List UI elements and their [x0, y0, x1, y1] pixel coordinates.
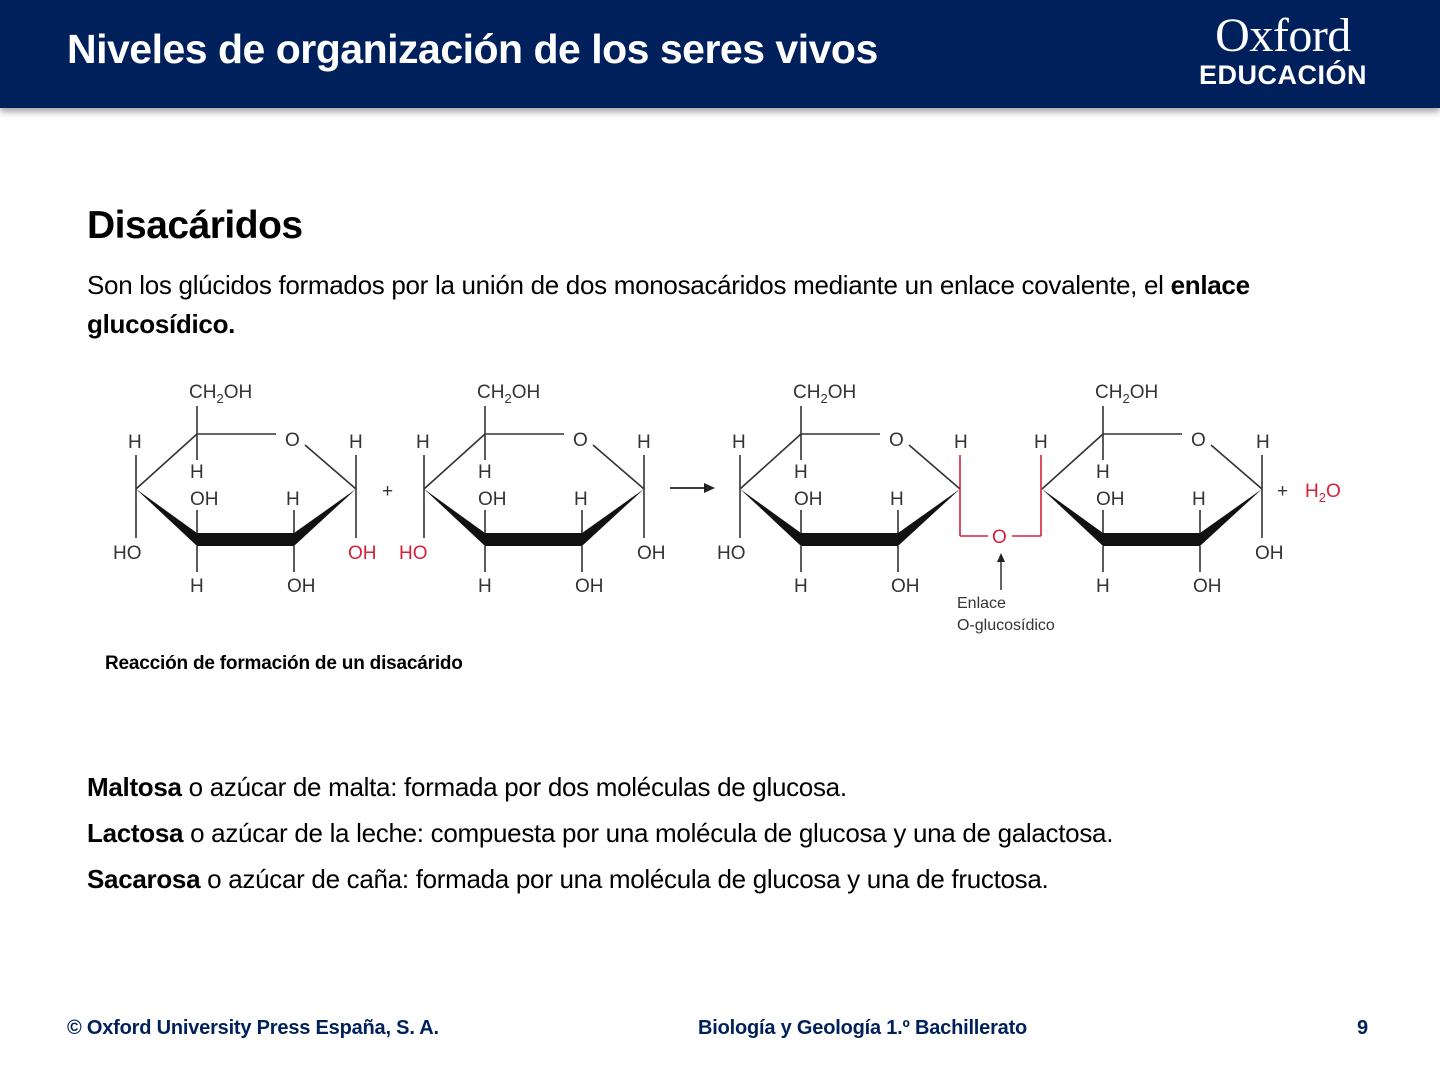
disaccharide-description: o azúcar de caña: formada por una molécula de glucosa y una de fructosa. [200, 864, 1049, 894]
svg-text:H: H [349, 432, 363, 453]
svg-text:HO: HO [717, 543, 746, 564]
disaccharide-description: o azúcar de malta: formada por dos moléculas de glucosa. [181, 772, 847, 802]
reaction-arrow [670, 483, 715, 493]
slide-title: Niveles de organización de los seres vivos [67, 26, 878, 72]
disaccharide-formation-diagram [0, 370, 1440, 640]
svg-text:H: H [1096, 462, 1110, 483]
svg-text:H: H [1034, 432, 1048, 453]
svg-text:H: H [128, 432, 142, 453]
svg-text:Enlace: Enlace [957, 595, 1006, 612]
bond-annotation [957, 553, 1055, 634]
svg-text:OH: OH [891, 576, 920, 597]
svg-text:H: H [1192, 489, 1206, 510]
disaccharide-name: Lactosa [87, 818, 184, 848]
footer-copyright: © Oxford University Press España, S. A. [67, 1017, 439, 1039]
svg-text:H: H [732, 432, 746, 453]
product-glucose-unit-1 [717, 382, 968, 597]
list-item-maltosa [87, 764, 1113, 810]
intro-bold-term: enlace glucosídico. [87, 270, 1250, 339]
svg-text:H: H [1256, 432, 1270, 453]
svg-text:OH: OH [287, 576, 316, 597]
plus-sign-water: + [1277, 481, 1289, 502]
plus-sign: + [382, 481, 394, 502]
svg-text:H: H [890, 489, 904, 510]
svg-text:O: O [992, 527, 1007, 548]
svg-text:H: H [954, 432, 968, 453]
intro-text: Son los glúcidos formados por la unión de dos monosacáridos mediante un enlace covalente, el [87, 270, 1171, 300]
svg-text:H: H [1096, 576, 1110, 597]
svg-text:HO: HO [113, 543, 142, 564]
section-title: Disacáridos [87, 204, 303, 247]
svg-text:CH2OH: $CH_2OH$ [1095, 382, 1159, 406]
svg-text:OH: OH [575, 576, 604, 597]
glucose-molecule-1 [113, 382, 377, 597]
svg-text:O: O [1191, 430, 1206, 451]
disaccharide-list [87, 764, 1113, 902]
logo-oxford-text: Oxford [1215, 9, 1351, 62]
svg-text:CH2OH: $CH_2OH$ [189, 382, 253, 406]
svg-text:OH: OH [637, 543, 666, 564]
water-product: $H_2O$ [1305, 481, 1341, 505]
svg-text:O: O [285, 430, 300, 451]
disaccharide-name: Sacarosa [87, 864, 201, 894]
svg-text:OH: OH [190, 489, 219, 510]
svg-text:H: H [286, 489, 300, 510]
disaccharide-name: Maltosa [87, 772, 182, 802]
svg-text:HO: HO [399, 543, 428, 564]
oxford-educacion-logo [1198, 9, 1367, 90]
svg-text:OH: OH [1096, 489, 1125, 510]
svg-text:O: O [573, 430, 588, 451]
svg-text:OH: OH [1255, 543, 1284, 564]
footer-page-number: 9 [1357, 1017, 1368, 1039]
glycosidic-bond [960, 455, 1041, 548]
footer-book-title: Biología y Geología 1.º Bachillerato [698, 1017, 1028, 1039]
svg-text:CH2OH: $CH_2OH$ [793, 382, 857, 406]
svg-text:H: H [190, 462, 204, 483]
svg-text:OH: OH [348, 543, 377, 564]
svg-text:OH: OH [478, 489, 507, 510]
list-item-lactosa [87, 810, 1113, 856]
list-item-sacarosa [87, 856, 1113, 902]
diagram-caption: Reacción de formación de un disacárido [105, 653, 463, 674]
svg-text:H: H [416, 432, 430, 453]
logo-educacion-text: EDUCACIÓN [1198, 60, 1367, 90]
svg-text:O-glucosídico: O-glucosídico [957, 617, 1055, 634]
svg-text:H: H [794, 576, 808, 597]
disaccharide-description: o azúcar de la leche: compuesta por una molécula de glucosa y una de galactosa. [183, 818, 1114, 848]
svg-text:H: H [637, 432, 651, 453]
glucose-molecule-2 [399, 382, 666, 597]
svg-text:H: H [478, 576, 492, 597]
slide-header [0, 0, 1440, 108]
intro-paragraph [87, 266, 1377, 344]
svg-text:H: H [574, 489, 588, 510]
product-glucose-unit-2 [1034, 382, 1284, 597]
svg-text:OH: OH [1193, 576, 1222, 597]
svg-text:OH: OH [794, 489, 823, 510]
svg-text:CH2OH: $CH_2OH$ [477, 382, 541, 406]
svg-text:O: O [889, 430, 904, 451]
svg-text:H: H [190, 576, 204, 597]
svg-text:H: H [478, 462, 492, 483]
svg-text:H: H [794, 462, 808, 483]
